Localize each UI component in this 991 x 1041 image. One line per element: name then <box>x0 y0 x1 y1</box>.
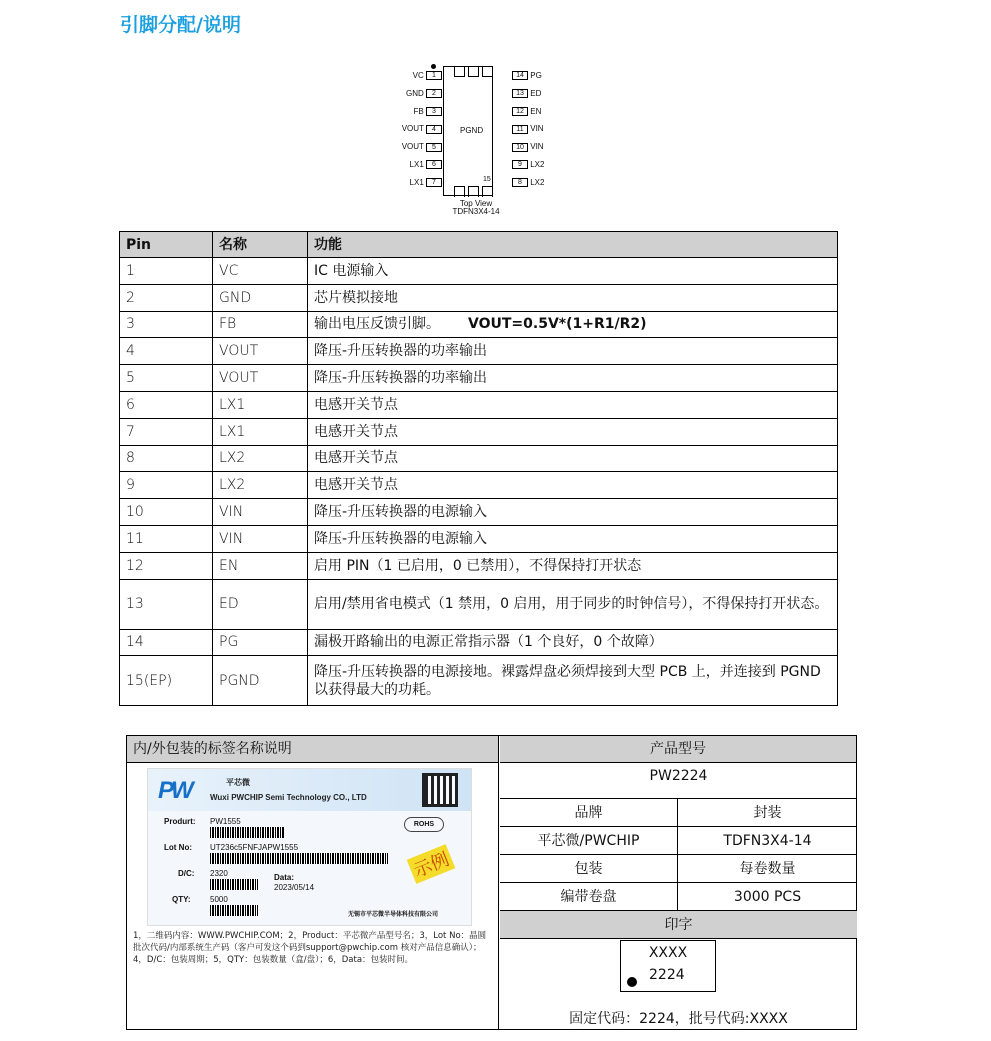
table-row <box>120 284 838 311</box>
package-diagram <box>388 58 558 220</box>
barcode-icon <box>210 879 258 890</box>
cell-name: PG <box>213 629 308 656</box>
pkg-header: 封装 <box>678 799 857 827</box>
brand-header: 品牌 <box>500 799 678 827</box>
cell-name: VC <box>213 258 308 285</box>
cell-name: FB <box>213 311 308 338</box>
package-pin-left: VOUT 4 <box>388 123 442 134</box>
pin1-marker <box>627 977 637 987</box>
cell-name: VIN <box>213 525 308 552</box>
sticker-qty-value: 5000 <box>210 895 228 904</box>
table-row <box>120 445 838 472</box>
sticker-lot-value: UT236c5FNFJAPW1555 <box>210 843 299 852</box>
cell-pin: 10 <box>120 499 213 526</box>
marking-line1: XXXX <box>648 945 688 961</box>
cell-pin: 15(EP) <box>120 656 213 706</box>
ep-number: 15 <box>483 176 491 183</box>
cell-pin: 7 <box>120 418 213 445</box>
cell-function: 漏极开路输出的电源正常指示器（1 个良好，0 个故障） <box>308 629 838 656</box>
package-pin-left: FB 3 <box>388 106 442 117</box>
section-title: 引脚分配/说明 <box>120 14 241 36</box>
package-pin-left: VOUT 5 <box>388 141 442 152</box>
cell-pin: 12 <box>120 552 213 579</box>
rohs-badge: ROHS <box>404 817 444 832</box>
brand-value: 平芯微/PWCHIP <box>500 827 678 855</box>
marking-header: 印字 <box>500 911 857 939</box>
table-row <box>120 418 838 445</box>
pkg-value: TDFN3X4-14 <box>678 827 857 855</box>
label-description-header: 内/外包装的标签名称说明 <box>127 736 498 763</box>
cell-pin: 6 <box>120 391 213 418</box>
marking-line2: 2224 <box>649 967 685 983</box>
cell-pin: 9 <box>120 472 213 499</box>
cell-pin: 8 <box>120 445 213 472</box>
cell-function: 降压-升压转换器的电源输入 <box>308 499 838 526</box>
cell-function: 电感开关节点 <box>308 445 838 472</box>
cell-pin: 5 <box>120 365 213 392</box>
package-pin-right: 11 VIN <box>512 123 572 134</box>
header-function: 功能 <box>308 232 838 258</box>
package-pin-left: VC 1 <box>388 70 442 81</box>
marking-note: 固定代码：2224，批号代码:XXXX <box>569 1011 788 1027</box>
fb-formula: VOUT=0.5V*(1+R1/R2) <box>468 316 647 333</box>
cell-name: ED <box>213 579 308 629</box>
table-row <box>120 338 838 365</box>
cell-pin: 13 <box>120 579 213 629</box>
cell-pin: 11 <box>120 525 213 552</box>
cell-name: VOUT <box>213 338 308 365</box>
model-value: PW2224 <box>500 764 857 799</box>
cell-function: 降压-升压转换器的功率输出 <box>308 338 838 365</box>
cell-pin: 2 <box>120 284 213 311</box>
package-pin-right: 8 LX2 <box>512 177 572 188</box>
view-label: Top View <box>459 199 493 208</box>
cell-name: VOUT <box>213 365 308 392</box>
cell-function: 降压-升压转换器的电源输入 <box>308 525 838 552</box>
label-notes: 1，二维码内容：WWW.PWCHIP.COM；2，Product：平芯微产品型号名；3，Lot No：晶圆批次代码/内部系统生产码（客户可发这个码到support@pwchip.com 核对产品信息确认）；4，D/C：包装周期；5，QTY：包装数量（盒/盘）；6，Data：包装时间。 <box>133 931 487 965</box>
product-info-panel <box>500 736 857 1029</box>
cell-name: PGND <box>213 656 308 706</box>
pwchip-logo: PW <box>158 777 191 804</box>
table-row <box>120 552 838 579</box>
table-row <box>120 579 838 629</box>
cell-function: 降压-升压转换器的功率输出 <box>308 365 838 392</box>
sticker-product-value: PW1555 <box>210 817 241 826</box>
pin1-dot <box>431 64 436 69</box>
package-pin-right: 9 LX2 <box>512 159 572 170</box>
package-name: TDFN3X4-14 <box>452 207 500 216</box>
cell-name: LX1 <box>213 418 308 445</box>
cell-pin: 14 <box>120 629 213 656</box>
cell-name: GND <box>213 284 308 311</box>
cell-function: 电感开关节点 <box>308 418 838 445</box>
header-pin: Pin <box>120 232 213 258</box>
cell-function: 芯片模拟接地 <box>308 284 838 311</box>
table-row <box>120 525 838 552</box>
table-row <box>120 499 838 526</box>
cell-name: LX2 <box>213 472 308 499</box>
cell-function: 电感开关节点 <box>308 391 838 418</box>
table-row <box>120 472 838 499</box>
pin-table <box>119 231 838 706</box>
package-pin-right: 10 VIN <box>512 141 572 152</box>
model-header: 产品型号 <box>500 736 856 763</box>
sample-stamp: 示例 <box>407 844 456 884</box>
table-row <box>120 365 838 392</box>
sticker-lot-label: Lot No: <box>164 843 192 852</box>
cell-function: IC 电源输入 <box>308 258 838 285</box>
package-pin-right: 12 EN <box>512 106 572 117</box>
top-pads <box>454 64 496 82</box>
label-description-panel <box>127 736 499 1029</box>
barcode-icon <box>210 827 284 838</box>
marking-box <box>620 940 716 992</box>
package-pin-right: 13 ED <box>512 88 572 99</box>
cell-pin: 3 <box>120 311 213 338</box>
packing-header: 包装 <box>500 855 678 883</box>
qty-value: 3000 PCS <box>678 883 857 911</box>
cell-function: 输出电压反馈引脚。 VOUT=0.5V*(1+R1/R2) <box>308 311 838 338</box>
table-row <box>120 311 838 338</box>
cell-function: 启用/禁用省电模式（1 禁用，0 启用，用于同步的时钟信号），不得保持打开状态。 <box>308 579 838 629</box>
table-row <box>120 656 838 706</box>
barcode-icon <box>210 905 258 916</box>
cell-name: VIN <box>213 499 308 526</box>
sticker-dc-label: D/C: <box>178 869 195 878</box>
pin-table-header <box>120 232 838 258</box>
header-name: 名称 <box>213 232 308 258</box>
table-row <box>120 629 838 656</box>
qr-code-icon <box>422 773 458 807</box>
barcode-icon <box>210 853 388 864</box>
sticker-dc-value: 2320 <box>210 869 228 878</box>
product-sticker <box>147 768 472 926</box>
sticker-address: 无锡市平芯微半导体科技有限公司 <box>348 912 439 918</box>
package-center-label: PGND <box>460 126 484 135</box>
cell-pin: 4 <box>120 338 213 365</box>
sticker-data-value: 2023/05/14 <box>274 883 315 892</box>
package-pin-right: 14 PG <box>512 70 572 81</box>
packing-value: 编带卷盘 <box>500 883 678 911</box>
sticker-data-label: Data: <box>274 873 295 882</box>
cell-function: 启用 PIN（1 已启用，0 已禁用），不得保持打开状态 <box>308 552 838 579</box>
package-caption <box>446 200 506 216</box>
package-pin-left: LX1 6 <box>388 159 442 170</box>
sticker-company-cn: 平芯微 <box>226 778 250 787</box>
cell-name: LX2 <box>213 445 308 472</box>
table-row <box>120 391 838 418</box>
cell-function: 电感开关节点 <box>308 472 838 499</box>
cell-name: LX1 <box>213 391 308 418</box>
sticker-company-en: Wuxi PWCHIP Semi Technology CO., LTD <box>210 793 367 802</box>
cell-function: 降压-升压转换器的电源接地。裸露焊盘必须焊接到大型 PCB 上，并连接到 PGND 以获得最大的功耗。 <box>308 656 838 706</box>
package-pin-left: LX1 7 <box>388 177 442 188</box>
cell-pin: 1 <box>120 258 213 285</box>
qty-header: 每卷数量 <box>678 855 857 883</box>
package-pin-left: GND 2 <box>388 88 442 99</box>
label-table <box>126 735 857 1030</box>
sticker-product-label: Produrt: <box>164 817 196 826</box>
cell-name: EN <box>213 552 308 579</box>
table-row <box>120 258 838 285</box>
sticker-qty-label: QTY: <box>172 895 191 904</box>
